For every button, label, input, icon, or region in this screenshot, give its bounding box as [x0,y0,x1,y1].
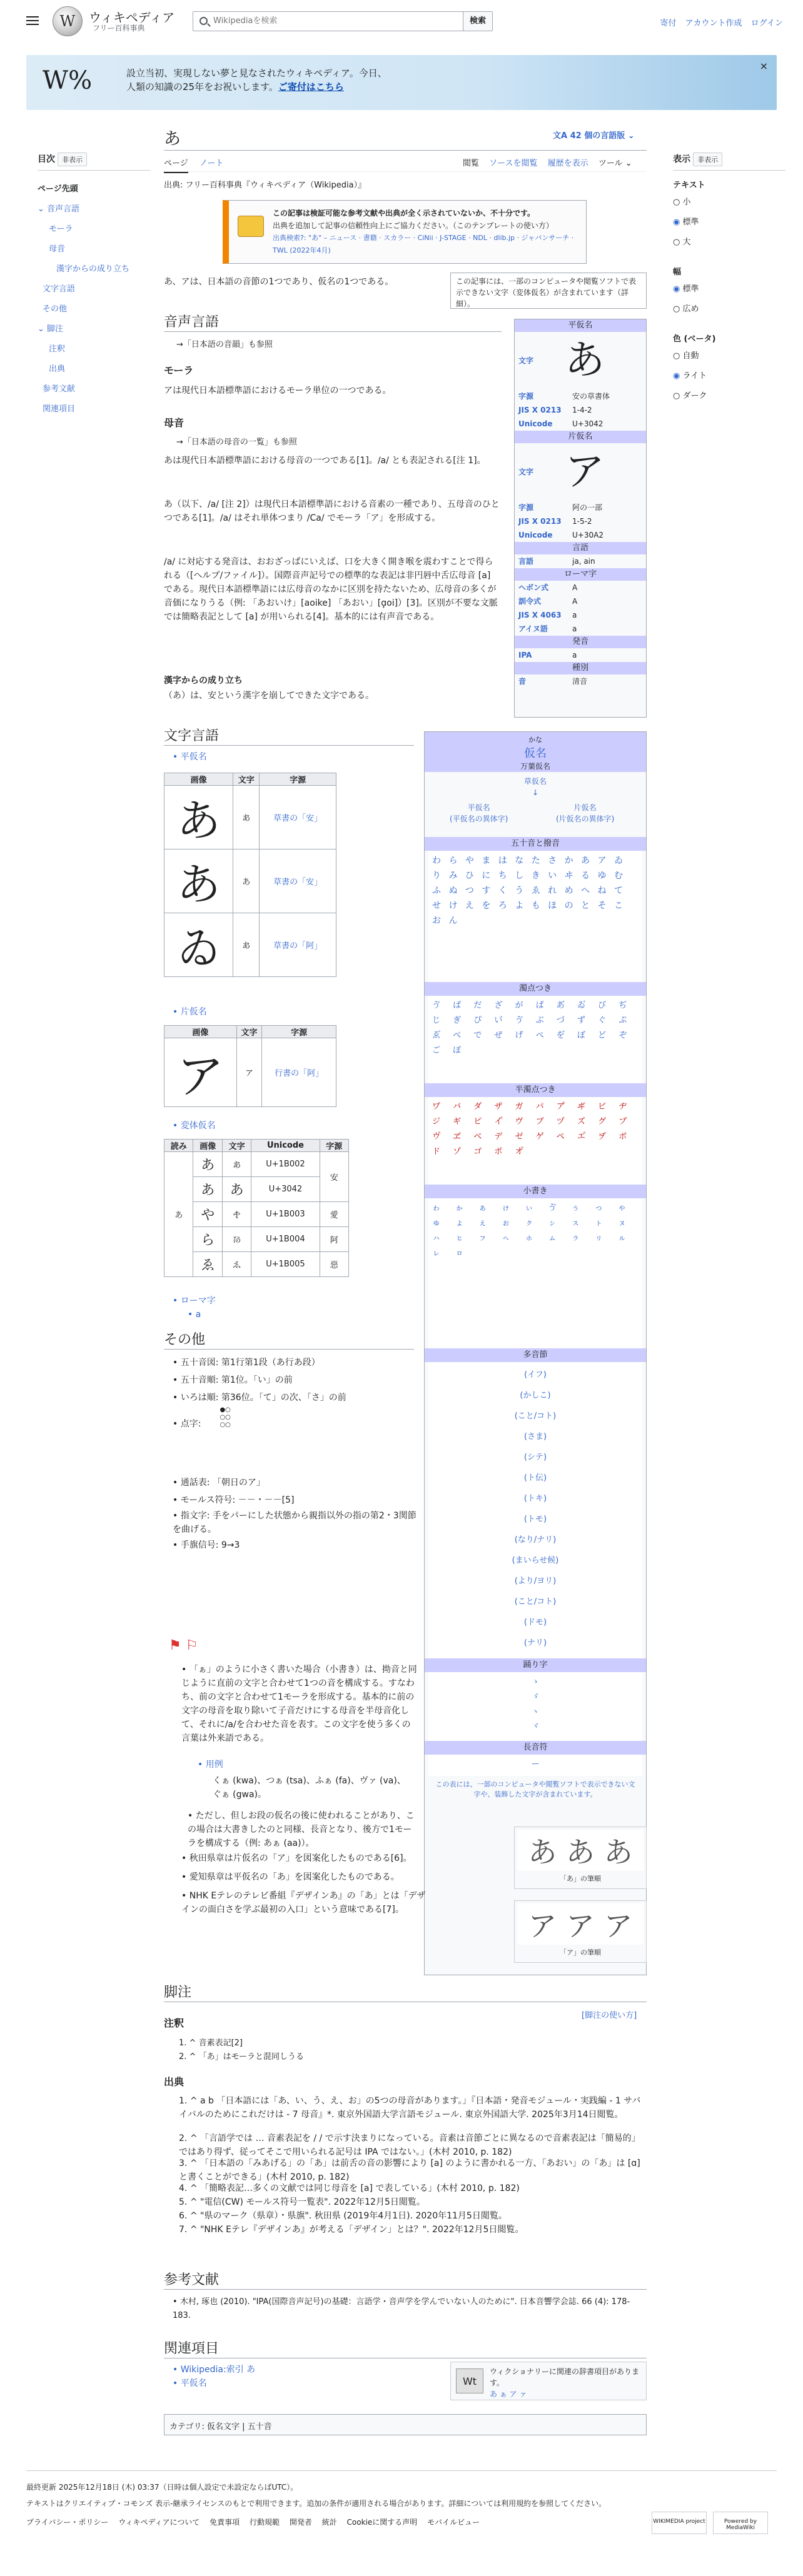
shutten-list: 1. ^ a b 「日本語には「あ、い、う、え、お」の5つの母音があります。」『日本語・発音モジュール・実践編 - 1 サバイバルのためにこれだけは - 7 母音』*. 東京外国語大学言語モジュール. 東京外国語大学. 2025年3月14日閲覧。 2. ^ 「言語学では … 音素表記を / / で示す決まりになっている。音素は音節ごとに異なるので音素表記は「簡易的」ではあり得ず、従ってそこで用いられる記号は IPA ではない。」(木村 2010, p. 182) 3. ^ 「日本語の「みあげる」の「あ」は前舌の音の影響により [a] のように書かれる一方、「あおい」の「あ」は [ɑ] と書くことができる」(木村 2010, p. 182) 4. ^ 「簡略表記…多くの文献では同じ母音を [a] で表している」(木村 2010, p. 182) 5. ^ "電信(CW) モールス符号一覧表". 2022年12月5日閲覧。 6. ^ "県のマーク（県章）・県旗". 秋田県 (2019年4月1日). 2020年11月5日閲覧。 7. ^ "NHK Eテレ『デザインあ』が考える「デザイン」とは？". 2022年12月5日閲覧。 [179,2096,641,2235]
boin-p1: あは現代日本語標準語における母音の一つである[1]。/a/ とも表記される[注 1]。 [164,456,486,466]
language-button[interactable]: 文A 42 個の言語版 ⌄ [553,131,635,141]
banner-line2: 人類の知識の25年をお祝いします。 [126,81,278,93]
heading-moji: 文字言語 [164,728,220,744]
license-text: テキストはクリエイティブ・コモンズ 表示-継承ライセンスのもとで利用できます。追加の条件が適用される場合があります。詳細については利用規約を参照してください。 [26,2499,607,2508]
header [0,0,803,44]
heading-chushaku: 注釈 [164,2017,184,2029]
search-input[interactable] [213,16,438,26]
heading-rule [164,745,414,746]
appearance-panel [673,153,785,406]
ambox-line3[interactable]: 出典検索?: "あ" – ニュース · 書籍 · スカラー · CiNii · J-STAGE · NDL · dlib.jp · ジャパンサーチ · TWL (2022年4月) [273,234,574,254]
toc-item-boin[interactable]: 母音 [49,244,66,254]
tab-source[interactable]: ソースを閲覧 [489,159,538,168]
heading-rule [164,1349,414,1350]
stroke-order-ka-image: ア ア ア [517,1903,644,1945]
hatnote-onsei[interactable]: →「日本語の音韻」も参照 [176,340,273,349]
tadashi-text: • ただし、但しお段の仮名の後に使われることがあり、この場合は大書きしたのと同様、長音となり、後方で1モーラを構成する（例: あぁ (aa)）。 [188,1811,415,1848]
heading-rule [164,331,502,332]
appearance-title: 表示 [673,154,690,164]
kana-note: この表には、一部のコンピュータや閲覧ソフトで表示できない文字や、装飾した文字が含まれています。 [435,1780,635,1798]
font-notice: この記事には、一部のコンピュータや閲覧ソフトで表示できない文字（変体仮名）が含まれています（詳細）。 [450,273,647,309]
heading-chuki: 脚注 [164,1985,192,2000]
ambox-line2: 出典を追加して記事の信頼性向上にご協力ください。（このテンプレートの使い方） [273,221,553,230]
kana-h-gojuon: 五十音と撥音 [425,837,646,851]
infobox-label: 文字 [518,356,534,365]
heading-sanko: 参考文献 [164,2272,220,2288]
mediawiki-badge[interactable]: Powered by MediaWiki [713,2512,768,2534]
list-romaji[interactable]: • ローマ字 [173,1296,216,1306]
login-link[interactable]: ログイン [750,19,783,28]
kanji-text: （あ）は、安という漢字を崩してできた文字である。 [164,691,374,701]
conduct-link[interactable]: 行動規範 [250,2518,280,2527]
hentaigana-table: 読み 画像 文字 Unicode 字源 あ あ 𛀂 U+1B002 安 あ あ U+3042 や 𛀃 U+1B003 愛 ら 𛀄 U+1B004 阿 ゑ 𛀅 U+1B005 惡 [164,1139,349,1277]
stroke-order-a[interactable]: あ あ あ 「あ」の筆順 [514,1827,647,1889]
text-size-small[interactable]: ○ 小 [673,198,691,207]
katakana-table: 画像 文字 字源 ア ア 行書の「阿」 [164,1025,336,1107]
fundraising-banner [26,55,777,110]
kana-navbox: かな 仮名 万葉仮名 草仮名 ↓ 平仮名 (平仮名の異体字) 片仮名 (片仮名の異体字) 五十音と撥音 わ ら や ま は な た さ か あ ア ゐ り み ひ に ち し き い ヰ る ゆ む ふ ぬ つ す く う ゑ れ め へ ね て せ け え を ろ よ も ほ の と そ こ お ん 濁点つき ゔ ば だ ざ が ぱ あ゙ ゐ゙ び ぢ じ ぎ ぴ い゙ ゔ ぶ づ ず ぐ ぷ ゑ゙ べ で ぜ げ ぺ を゙ ぼ ど ぞ ご ぽ 半濁点つき ヷ バ ダ ザ ガ パ ア゚ ヸ ビ ヂ ジ ギ ピ イ゚ ヴ ブ ヅ ズ グ プ ウ゚ ヹ ベ デ ゼ ゲ ペ エ゚ ヺ ボ ド ゾ ゴ ポ オ゚ 小書き ゎ ゕ ぁ ゖ ぃ ゔ ぅ っ ゃ ゅ ょ ぇ ぉ ㇰ ㇱ ㇲ ㇳ ㇴ ㇵ ㇶ ㇷ ㇸ ㇹ ㇺ ㇻ ㇼ ㇽ ㇾ ㇿ 多音節 (イフ) (かしこ) (こと/コト) (さま) (シテ) (ト伝) (トキ) (トモ) (なり/ナリ) (まいらせ候) (より/ヨリ) (こと/コト) (ドモ) (ナリ) 踊り字 ゝ ゞ ヽ ヾ 長音符 ー この表には、一部のコンピュータや閲覧ソフトで表示できない文字や、装飾した文字が含まれています。 [424,731,647,1975]
heading-rule [164,2289,647,2290]
kana-odori-list: ゝ ゞ ヽ ヾ [428,1672,642,1741]
heading-mora: モーラ [164,364,194,376]
katakana-glyph: ア [565,449,605,495]
list-hiragana[interactable]: • 平仮名 [173,752,207,762]
heading-other: その他 [164,1332,206,1348]
toc-title: 目次 [38,154,55,164]
footnote-help-link[interactable]: [脚注の使い方] [582,2011,637,2020]
search-button[interactable]: 検索 [463,11,493,31]
small-kana-text: • 「ぁ」のように小さく書いた場合（小書き）は、拗音と同じように直前の文字と合わせて1つの音を構成する。すなわち、前の文字と合わせて1モーラを形成する。基本的に前の文字の母音を取り除いて子音だけにする母音を半母音化して、それに/a/を合わせた音を表す。この文字を使う多くの言葉は外来語である。 [181,1665,417,1743]
kana-multi-list: (イフ) (かしこ) (こと/コト) (さま) (シテ) (ト伝) (トキ) (トモ) (なり/ナリ) (まいらせ候) (より/ヨリ) (こと/コト) (ドモ) (ナリ) [428,1362,642,1658]
hiragana-table: 画像 文字 字源 あ 𛀂 草書の「安」 あ あ 草書の「安」 ゐ 𛀂 草書の「阿」 [164,773,336,977]
infobox: 平仮名 文字 あ 字源 安の草書体 JIS X 0213 1-4-2 Unicode U+3042 片仮名 文字 ア 字源 阿の一部 JIS X 0213 1-5-2 Unicode U+30A2 言語 言語 ja, ain ローマ字 ヘボン式 A 訓令式 A JIS X 4063 a アイヌ語 a 発音 IPA a 種別 音 清音 [514,319,647,718]
heading-kanren: 関連項目 [164,2341,220,2357]
stroke-order-a-image: あ あ あ [517,1830,644,1871]
wiktionary-icon: Wt [456,2368,483,2393]
stats-link[interactable]: 統計 [321,2518,337,2527]
sanko-item: • 木村, 琢也 (2010). "IPA(国際音声記号)の基礎：言語学・音声学を学んでいない人のために". 日本音響学会誌. 66 (4): 178-183. [173,2297,630,2320]
toc [38,153,150,419]
wikipedia-puzzle-logo: W% [43,66,93,95]
toc-item-kanji[interactable]: 漢字からの成り立ち [56,264,130,274]
hatnote-boin[interactable]: →「日本語の母音の一覧」も参照 [176,438,297,447]
infobox-h2: 片仮名 [515,431,646,443]
tab-tools[interactable]: ツール ⌄ [598,159,632,168]
hiragana-glyph: あ [565,338,605,384]
tab-history[interactable]: 履歴を表示 [547,159,588,168]
developers-link[interactable]: 開発者 [289,2518,312,2527]
about-link[interactable]: ウィキペディアについて [118,2518,200,2527]
tab-talk[interactable]: ノート [199,159,224,168]
toc-item-sanko[interactable]: 参考文献 [43,384,76,394]
footer-links [26,2517,480,2527]
aichi-text: • 愛知県章は平仮名の「あ」を図案化したものである。 [181,1872,400,1882]
wikimedia-badge[interactable]: WIKIMEDIA project [652,2512,707,2534]
appearance-hide-button[interactable]: 非表示 [693,153,722,166]
toc-item-top[interactable]: ページ先頭 [38,184,78,194]
chushaku-list: 1. ^ 音素表記[2] 2. ^ 「あ」はモーラと混同しうる [179,2038,305,2062]
main-menu-icon[interactable] [26,16,39,25]
youshi-label[interactable]: • 用例 [198,1760,223,1770]
ambox-line1: この記事は検証可能な参考文献や出典が全く示されていないか、不十分です。 [273,209,535,218]
tab-article[interactable]: ページ [164,159,188,173]
wiktionary-links[interactable]: あ ぁ ア ァ [490,2390,527,2398]
page-title: あ [164,129,181,149]
kana-dakuten-grid[interactable]: ゔ ば だ ざ が ぱ あ゙ ゐ゙ び ぢ じ ぎ ぴ い゙ ゔ ぶ づ ず ぐ ぷ ゑ゙ べ で ぜ げ ぺ を゙ ぼ ど ぞ ご ぽ [428,996,642,1083]
from-line: 出典: フリー百科事典『ウィキペディア（Wikipedia）』 [164,181,366,190]
color-title: 色 (ベータ) [673,334,716,344]
user-links [654,16,783,28]
wikipedia-logo[interactable]: W [53,6,83,36]
search-box[interactable] [193,11,489,31]
boin-p2: あ（以下、/a/ [注 2]）は現代日本語標準語における音素の一種であり、五母音のひとつである[1]。/a/ はそれ単体つまり /Ca/ でモーラ「ア」を形成する。 [164,499,500,523]
text-size-title: テキスト [673,181,705,190]
toc-item-chuki[interactable]: ⌄ 脚注 [38,324,64,334]
other-list: • 五十音図: 第1行第1段（あ行あ段） • 五十音順: 第1位。「い」の前 • いろは順: 第36位。「て」の次、「さ」の前 • 点字:●○ ○○ ○○ • 通話表: 「朝日のア」 • モールス符号: －－・－－[5] • 指文字: 手をパーにした状態から親指以外の指の第2・3関節を曲げる。 • 手旗信号: 9→3 [173,1358,417,1550]
kana-gojuon-grid[interactable]: わ ら や ま は な た さ か あ ア ゐ り み ひ に ち し き い ヰ る ゆ む ふ ぬ つ す く う ゑ れ め へ ね て せ け え を ろ よ も ほ の と そ こ お ん [428,851,642,982]
akita-text: • 秋田県章は片仮名の「ア」を図案化したものである[6]。 [181,1853,412,1863]
namespace-tabs [164,156,224,168]
kanren-item-1[interactable]: • Wikipedia:索引 あ [173,2365,256,2375]
last-modified: 最終更新 2025年12月18日 (木) 03:37（日時は個人設定で未設定ならばUTC）。 [26,2483,298,2492]
banner-donate-link[interactable]: ご寄付はこちら [278,81,344,93]
mobile-link[interactable]: モバイルビュー [427,2518,480,2527]
heading-kanji: 漢字からの成り立ち [164,676,243,686]
toc-item-shutten[interactable]: 出典 [49,364,66,374]
semaphore-flag-icon: ⚑ ⚐ [169,1638,198,1653]
footer-rule [26,2470,777,2471]
kana-small-grid[interactable]: ゎ ゕ ぁ ゖ ぃ ゔ ぅ っ ゃ ゅ ょ ぇ ぉ ㇰ ㇱ ㇲ ㇳ ㇴ ㇵ ㇶ ㇷ ㇸ ㇹ ㇺ ㇻ ㇼ ㇽ ㇾ ㇿ [428,1198,642,1348]
site-tagline: フリー百科事典 [93,24,145,33]
toc-item-chushaku[interactable]: 注釈 [49,344,66,354]
banner-line1: 設立当初、実現しない夢と見なされたウィキペディア。今日、 [126,68,387,79]
toc-hide-button[interactable]: 非表示 [58,153,87,166]
kanren-item-2[interactable]: • 平仮名 [173,2378,207,2388]
kana-handakuten-grid[interactable]: ヷ バ ダ ザ ガ パ ア゚ ヸ ビ ヂ ジ ギ ピ イ゚ ヴ ブ ヅ ズ グ プ ウ゚ ヹ ベ デ ゼ ゲ ペ エ゚ ヺ ボ ド ゾ ゴ ポ オ゚ [428,1097,642,1185]
search-icon [199,17,208,25]
site-name[interactable]: ウィキペディア [89,10,175,25]
banner-text [126,66,387,94]
lead-text: あ、アは、日本語の音節の1つであり、仮名の1つである。 [164,277,394,287]
close-icon[interactable]: × [759,60,768,72]
create-account-link[interactable]: アカウント作成 [685,19,742,28]
stroke-order-ka[interactable]: ア ア ア 「ア」の筆順 [514,1900,647,1963]
toc-item-mora[interactable]: モーラ [49,224,73,234]
tab-read[interactable]: 閲覧 [463,159,480,168]
book-icon [238,216,264,237]
wiktionary-box: Wt ウィクショナリーに関連の辞書項目があります。 あ ぁ ア ァ [450,2362,647,2400]
toc-item-other[interactable]: その他 [43,304,68,314]
toc-item-moji[interactable]: 文字言語 [43,284,76,294]
width-title: 幅 [673,268,682,277]
refimprove-notice [223,200,587,264]
mora-text: アは現代日本語標準語におけるモーラ単位の一つである。 [164,386,391,396]
boin-p3: /a/ に対応する発音は、おおざっぱにいえば、口を大きく開き喉を震わすことで得られる（[ヘルプ/ファイル]）。国際音声記号での標準的な表記は非円唇中舌広母音 [a] である。現代日本語標準語には広母音のなかに区別を持たないため、広母音の多くが音価になりうる（例: 「あおいけ」[aoike] 「あおい」[ɑ̟oi]）[3]。区別が不要な文脈では簡略表記として [a] が用いられる[4]。基本的には有声音である。 [164,557,498,622]
category-box[interactable]: カテゴリ: 仮名文字 | 五十音 [164,2414,647,2435]
width-wide[interactable]: ○ 広め [673,304,699,314]
youshi-example: くぁ (kwa)、つぁ (tsa)、ふぁ (fa)、ヴァ (va)、ぐぁ (gwa)。 [213,1776,406,1800]
disclaimer-link[interactable]: 免責事項 [210,2518,240,2527]
text-size-large[interactable]: ○ 大 [673,238,691,247]
title-divider [164,150,647,151]
color-light[interactable]: ◉ ライト [673,371,707,381]
nhk-text: • NHK Eテレのテレビ番組『デザインあ』の「あ」とは「デザインの面白さを学ぶ最初の入口」という意味である[7]。 [181,1891,426,1915]
privacy-link[interactable]: プライバシー・ポリシー [26,2518,109,2527]
text-size-standard[interactable]: ◉ 標準 [673,218,699,227]
glyph-image: あ [164,786,233,849]
list-hentai[interactable]: • 変体仮名 [173,1121,216,1131]
heading-onsei: 音声言語 [164,314,220,330]
list-romaji-a[interactable]: • a [188,1310,201,1320]
color-dark[interactable]: ○ ダーク [673,391,707,401]
tabs-divider [164,171,647,172]
donate-link[interactable]: 寄付 [660,19,677,28]
heading-boin: 母音 [164,417,184,429]
heading-shutten: 出典 [164,2076,184,2088]
list-katakana[interactable]: • 片仮名 [173,1007,207,1017]
width-standard[interactable]: ◉ 標準 [673,284,699,294]
color-auto[interactable]: ○ 自動 [673,351,699,361]
kana-title[interactable]: 仮名 [524,747,547,760]
toc-item-kanren[interactable]: 関連項目 [43,404,76,414]
cookie-link[interactable]: Cookieに関する声明 [346,2518,418,2527]
toc-item-onsei[interactable]: ⌄ 音声言語 [38,204,80,214]
infobox-h1: 平仮名 [515,319,646,332]
view-tabs [463,156,632,168]
